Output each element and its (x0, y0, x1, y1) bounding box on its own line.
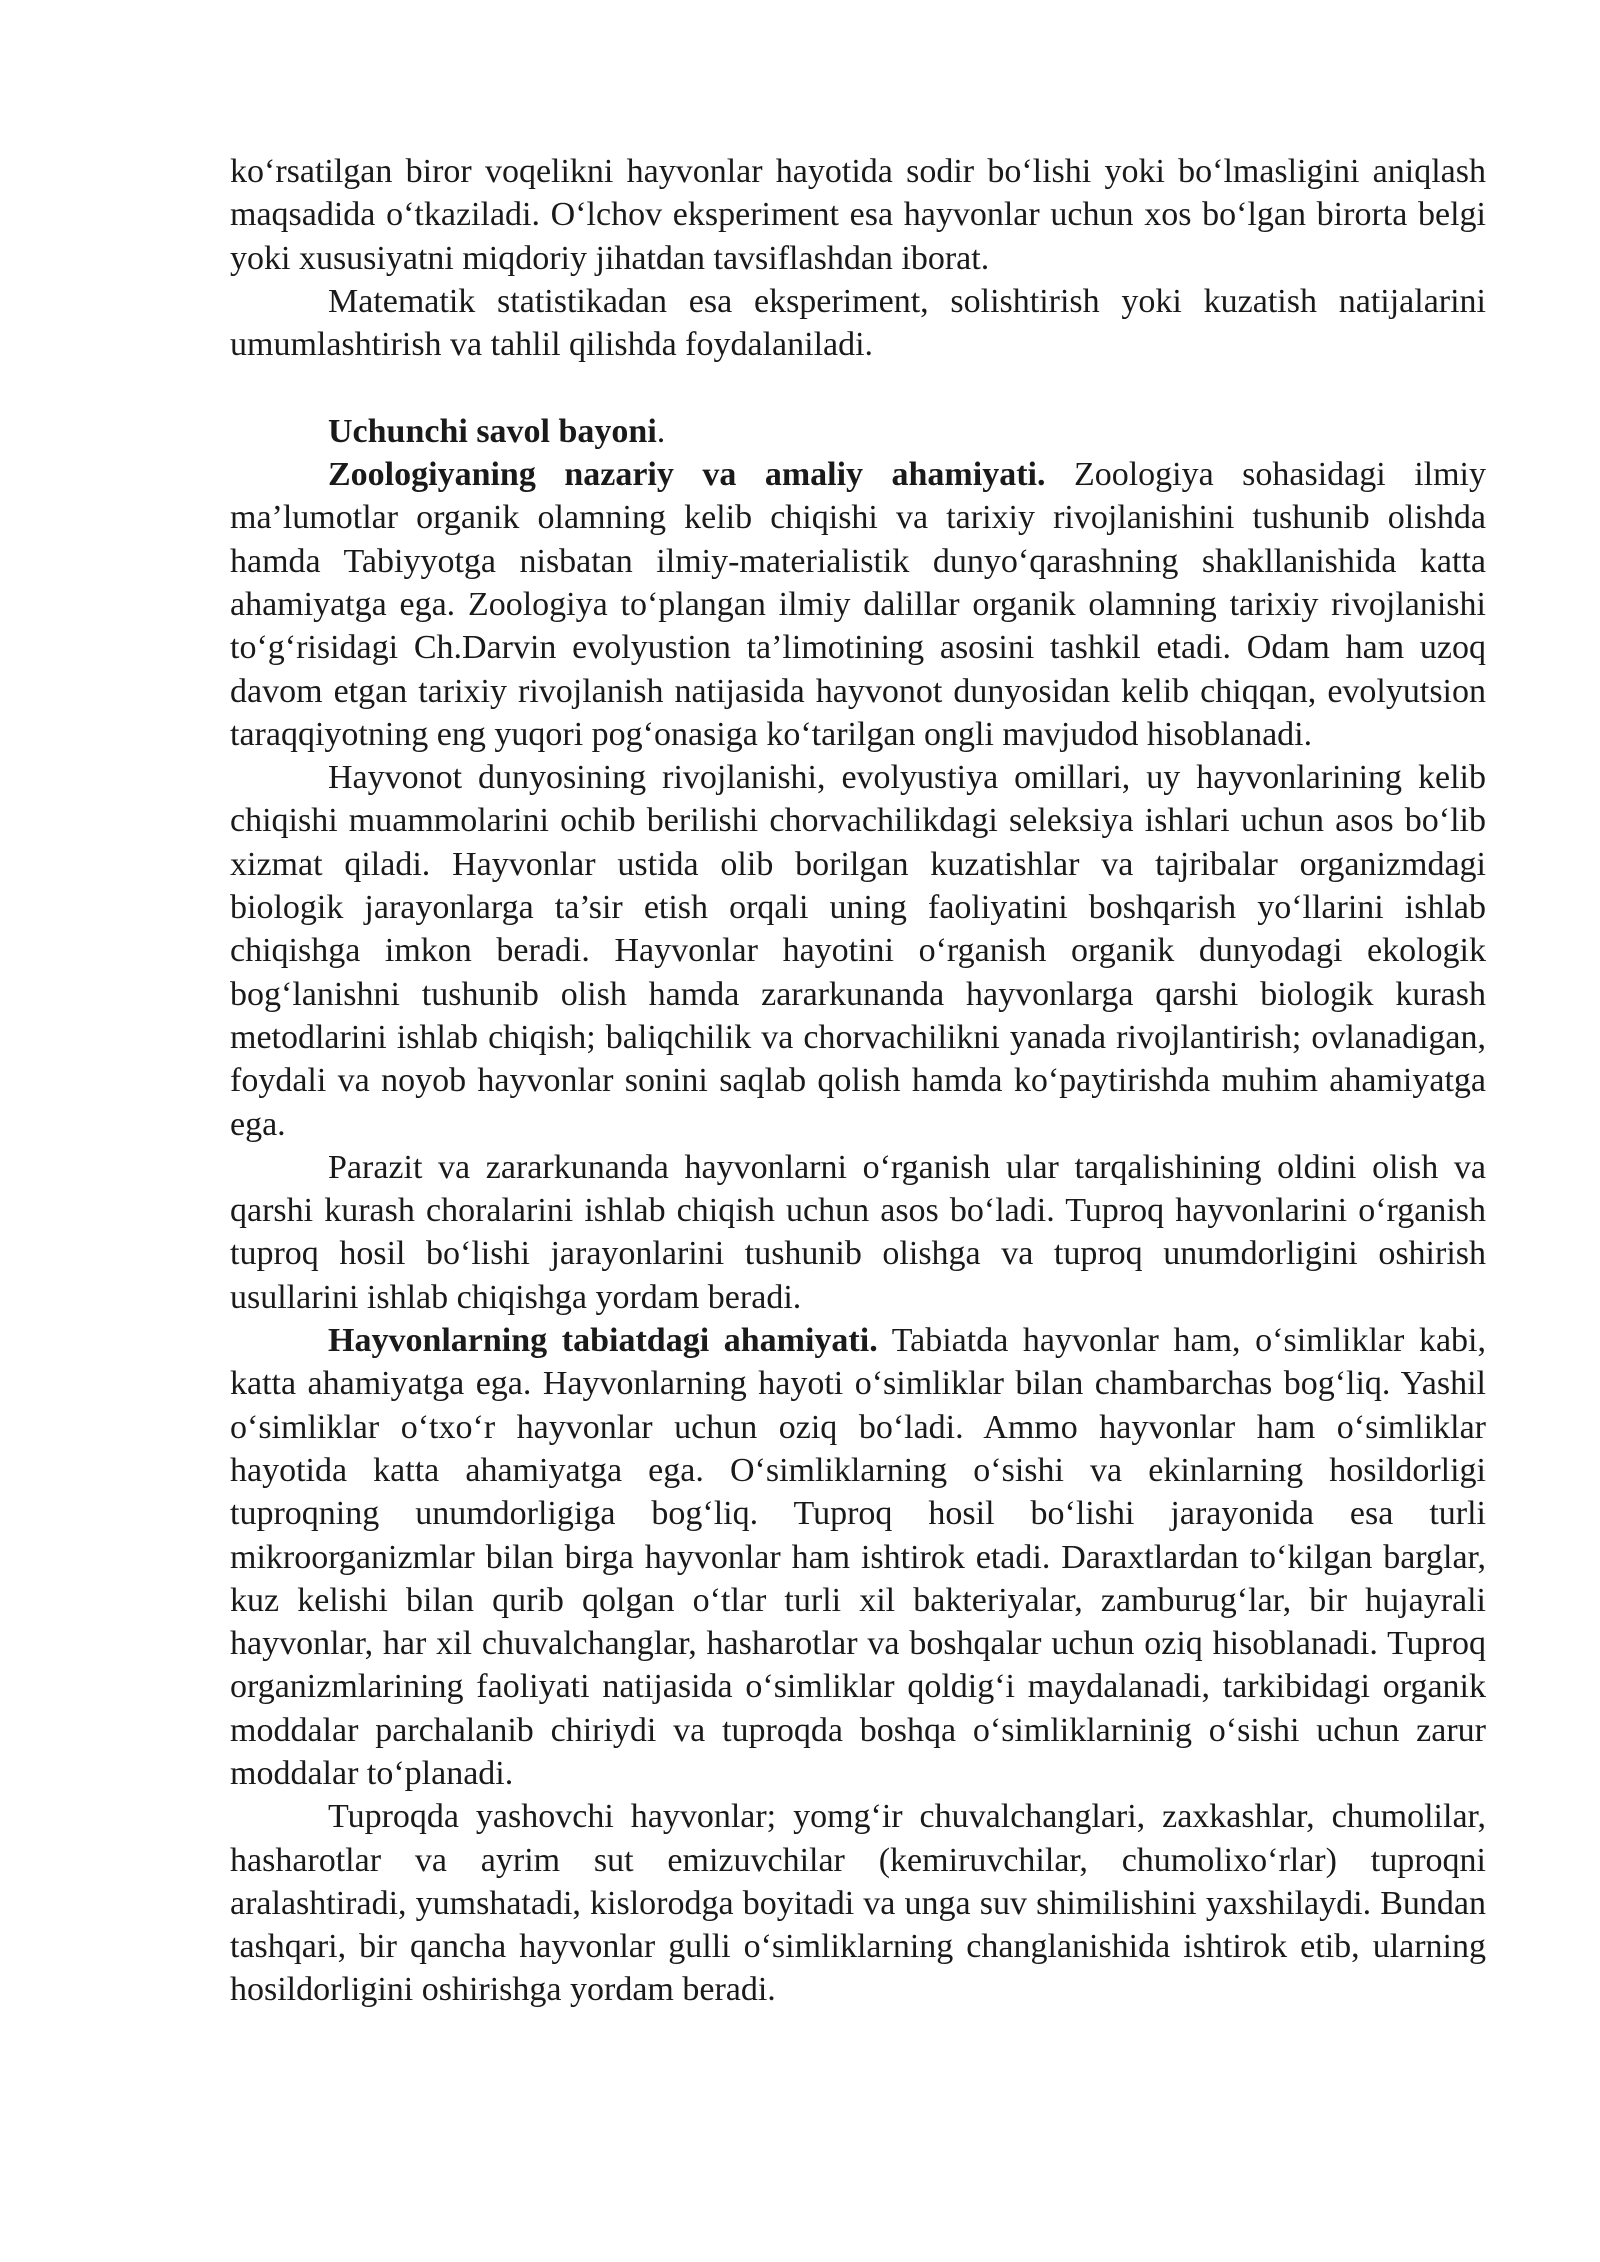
paragraph-animals-in-nature (230, 1319, 1486, 1795)
document-page (230, 150, 1486, 2012)
paragraph-zoology-significance (230, 453, 1486, 756)
paragraph-parasites: Parazit va zararkunanda hayvonlarni o‘rganish ular tarqalishining oldini olish va qarshi kurash choralarini ishlab chiqish uchun asos bo‘ladi. Tuproq hayvonlarini o‘rganish tuproq hosil bo‘lishi jarayonlarini tushunib olishga va tuproq unumdorligini oshirish usullarini ishlab chiqishga yordam beradi. (230, 1148, 1486, 1316)
paragraph-soil-animals: Tuproqda yashovchi hayvonlar; yomg‘ir chuvalchanglari, zaxkashlar, chumolilar, hasharotlar va ayrim sut emizuvchilar (kemiruvchilar, chumolixo‘rlar) tuproqni aralashtiradi, yumshatadi, kislorodga boyitadi va unga suv shimilishini yaxshilaydi. Bundan tashqari, bir qancha hayvonlar gulli o‘simliklarning changlanishida ishtirok etib, ularning hosildorligini oshirishga yordam beradi. (230, 1798, 1486, 2009)
animals-in-nature-text: Tabiatda hayvonlar ham, o‘simliklar kabi, katta ahamiyatga ega. Hayvonlarning hayoti o‘simliklar bilan chambarchas bog‘liq. Yashil o‘simliklar o‘txo‘r hayvonlar uchun oziq bo‘ladi. Ammo hayvonlar ham o‘simliklar hayotida katta ahamiyatga ega. O‘simliklarning o‘sishi va ekinlarning hosildorligi tuproqning unumdorligiga bog‘liq. Tuproq hosil bo‘lishi jarayonida esa turli mikroorganizmlar bilan birga hayvonlar ham ishtirok etadi. Daraxtlardan to‘kilgan barglar, kuz kelishi bilan qurib qolgan o‘tlar turli xil bakteriyalar, zamburug‘lar, bir hujayrali hayvonlar, har xil chuvalchanglar, hasharotlar va boshqalar uchun oziq hisoblanadi. Tuproq organizmlarining faoliyati natijasida o‘simliklar qoldig‘i maydalanadi, tarkibidagi organik moddalar parchalanib chiriydi va tuproqda boshqa o‘simliklarninig o‘sishi uchun zarur moddalar to‘planadi. (230, 1322, 1487, 1792)
zoology-significance-text: Zoologiya sohasidagi ilmiy ma’lumotlar organik olamning kelib chiqishi va tarixiy rivojlanishini tushunib olishda hamda Tabiyyotga nisbatan ilmiy-materialistik dunyo‘qarashning shakllanishida katta ahamiyatga ega. Zoologiya to‘plangan ilmiy dalillar organik olamning tarixiy rivojlanishi to‘g‘risidagi Ch.Darvin evolyustion ta’limotining asosini tashkil etadi. Odam ham uzoq davom etgan tarixiy rivojlanish natijasida hayvonot dunyosidan kelib chiqqan, evolyutsion taraqqiyotning eng yuqori pog‘onasiga ko‘tarilgan ongli mavjudod hisoblanadi. (230, 456, 1486, 753)
section-heading-text: Uchunchi savol bayoni (328, 412, 657, 450)
paragraph-continuation: ko‘rsatilgan biror voqelikni hayvonlar hayotida sodir bo‘lishi yoki bo‘lmasligini aniqlash maqsadida o‘tkaziladi. O‘lchov eksperiment esa hayvonlar uchun xos bo‘lgan birorta belgi yoki xususiyatni miqdoriy jihatdan tavsiflashdan iborat. (230, 153, 1486, 277)
section-heading-punct: . (656, 412, 666, 450)
blank-line (230, 366, 1486, 409)
section-heading (230, 410, 1486, 453)
animals-in-nature-heading: Hayvonlarning tabiatdagi ahamiyati. (328, 1322, 878, 1360)
zoology-significance-heading: Zoologiyaning nazariy va amaliy ahamiyati. (328, 456, 1046, 494)
paragraph-animal-world-development: Hayvonot dunyosining rivojlanishi, evolyustiya omillari, uy hayvonlarining kelib chiqishi muammolarini ochib berilishi chorvachilikdagi seleksiya ishlari uchun asos bo‘lib xizmat qiladi. Hayvonlar ustida olib borilgan kuzatishlar va tajribalar organizmdagi biologik jarayonlarga ta’sir etish orqali uning faoliyatini boshqarish yo‘llarini ishlab chiqishga imkon beradi. Hayvonlar hayotini o‘rganish organik dunyodagi ekologik bog‘lanishni tushunib olish hamda zararkunanda hayvonlarga qarshi biologik kurash metodlarini ishlab chiqish; baliqchilik va chorvachilikni yanada rivojlantirish; ovlanadigan, foydali va noyob hayvonlar sonini saqlab qolish hamda ko‘paytirishda muhim ahamiyatga ega. (230, 759, 1486, 1143)
paragraph-statistics: Matematik statistikadan esa eksperiment, solishtirish yoki kuzatish natijalarini umumlashtirish va tahlil qilishda foydalaniladi. (230, 282, 1486, 364)
